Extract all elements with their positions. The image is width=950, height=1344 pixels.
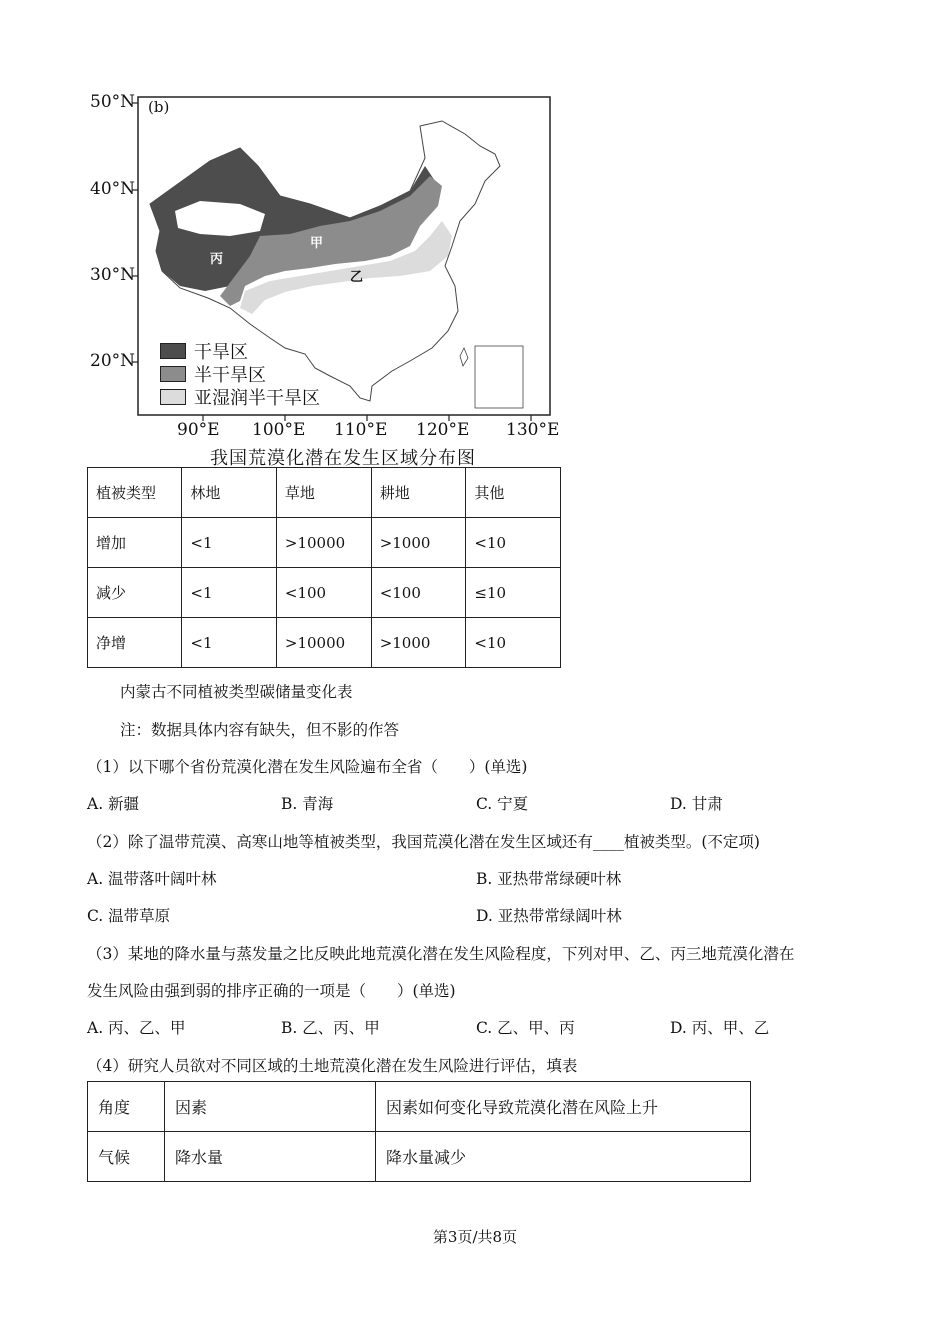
q2-option-a[interactable]: A. 温带落叶阔叶林 bbox=[87, 870, 217, 888]
question-1-stem: （1）以下哪个省份荒漠化潜在发生风险遍布全省（ ）(单选) bbox=[87, 758, 528, 776]
lon-label: 120°E bbox=[416, 420, 470, 440]
legend-label: 半干旱区 bbox=[194, 365, 266, 386]
q3-option-d[interactable]: D. 丙、甲、乙 bbox=[670, 1019, 770, 1037]
question-2-stem: （2）除了温带荒漠、高寒山地等植被类型，我国荒漠化潜在发生区域还有____植被类型。(不定项) bbox=[87, 833, 760, 851]
table-cell: >10000 bbox=[276, 518, 371, 568]
lon-label: 90°E bbox=[177, 420, 220, 440]
table-cell: <10 bbox=[466, 518, 561, 568]
table-cell: >10000 bbox=[276, 618, 371, 668]
q2-option-d[interactable]: D. 亚热带常绿阔叶林 bbox=[476, 907, 622, 925]
q3-option-a[interactable]: A. 丙、乙、甲 bbox=[87, 1019, 186, 1037]
lat-label: 50°N bbox=[90, 92, 136, 112]
table-cell: 净增 bbox=[88, 618, 182, 668]
map-panel-label: (b) bbox=[148, 98, 170, 116]
table-row bbox=[88, 1082, 751, 1132]
table-cell: <1 bbox=[182, 568, 276, 618]
table-caption: 内蒙古不同植被类型碳储量变化表 bbox=[120, 683, 353, 701]
q3-option-c[interactable]: C. 乙、甲、丙 bbox=[476, 1019, 575, 1037]
lat-label: 20°N bbox=[90, 351, 136, 371]
table-row bbox=[88, 618, 561, 668]
table-cell: 因素 bbox=[165, 1082, 376, 1132]
table-cell: 气候 bbox=[88, 1132, 165, 1182]
legend-swatch bbox=[160, 389, 186, 405]
risk-assessment-table bbox=[87, 1081, 751, 1182]
table-cell: <100 bbox=[371, 568, 466, 618]
lon-label: 100°E bbox=[252, 420, 306, 440]
question-4-stem: （4）研究人员欲对不同区域的土地荒漠化潜在发生风险进行评估，填表 bbox=[87, 1057, 578, 1075]
table-cell: >1000 bbox=[371, 518, 466, 568]
table-row bbox=[88, 1132, 751, 1182]
q2-option-b[interactable]: B. 亚热带常绿硬叶林 bbox=[476, 870, 622, 888]
table-cell: <10 bbox=[466, 618, 561, 668]
table-row bbox=[88, 518, 561, 568]
table-cell: <1 bbox=[182, 618, 276, 668]
region-yi: 乙 bbox=[350, 270, 364, 285]
table-cell: >1000 bbox=[371, 618, 466, 668]
q1-option-c[interactable]: C. 宁夏 bbox=[476, 795, 529, 813]
table-cell: 降水量 bbox=[165, 1132, 376, 1182]
carbon-storage-table bbox=[87, 467, 561, 668]
map-title: 我国荒漠化潜在发生区域分布图 bbox=[210, 448, 476, 469]
lat-label: 30°N bbox=[90, 265, 136, 285]
q1-option-a[interactable]: A. 新疆 bbox=[87, 795, 140, 813]
page-footer: 第3页/共8页 bbox=[432, 1228, 518, 1246]
legend-label: 干旱区 bbox=[194, 342, 248, 363]
legend-swatch bbox=[160, 366, 186, 382]
table-cell: 减少 bbox=[88, 568, 182, 618]
region-jia: 甲 bbox=[310, 236, 324, 251]
table-cell: 耕地 bbox=[371, 468, 466, 518]
legend-swatch bbox=[160, 343, 186, 359]
region-bing: 丙 bbox=[210, 252, 224, 267]
q2-option-c[interactable]: C. 温带草原 bbox=[87, 907, 171, 925]
legend-label: 亚湿润半干旱区 bbox=[194, 388, 320, 409]
table-cell: <100 bbox=[276, 568, 371, 618]
q1-option-b[interactable]: B. 青海 bbox=[281, 795, 334, 813]
table-cell: 增加 bbox=[88, 518, 182, 568]
table-cell: <1 bbox=[182, 518, 276, 568]
south-china-sea-inset bbox=[475, 346, 523, 408]
table-row bbox=[88, 568, 561, 618]
lat-label: 40°N bbox=[90, 179, 136, 199]
table-cell: ≤10 bbox=[466, 568, 561, 618]
q3-option-b[interactable]: B. 乙、丙、甲 bbox=[281, 1019, 380, 1037]
lon-label: 130°E bbox=[506, 420, 560, 440]
legend-sub-humid bbox=[160, 384, 320, 410]
desertification-map bbox=[80, 86, 580, 446]
table-cell: 因素如何变化导致荒漠化潜在风险上升 bbox=[376, 1082, 751, 1132]
table-note: 注：数据具体内容有缺失，但不影的作答 bbox=[120, 721, 400, 739]
table-cell: 降水量减少 bbox=[376, 1132, 751, 1182]
table-cell: 草地 bbox=[276, 468, 371, 518]
table-cell: 其他 bbox=[466, 468, 561, 518]
q1-option-d[interactable]: D. 甘肃 bbox=[670, 795, 723, 813]
table-cell: 林地 bbox=[182, 468, 276, 518]
lon-label: 110°E bbox=[334, 420, 388, 440]
table-cell: 植被类型 bbox=[88, 468, 182, 518]
table-cell: 角度 bbox=[88, 1082, 165, 1132]
table-row bbox=[88, 468, 561, 518]
question-3-stem-line2: 发生风险由强到弱的排序正确的一项是（ ）(单选) bbox=[87, 982, 456, 1000]
question-3-stem-line1: （3）某地的降水量与蒸发量之比反映此地荒漠化潜在发生风险程度，下列对甲、乙、丙三地荒漠化潜在 bbox=[87, 945, 795, 963]
map-graphic bbox=[80, 86, 580, 446]
